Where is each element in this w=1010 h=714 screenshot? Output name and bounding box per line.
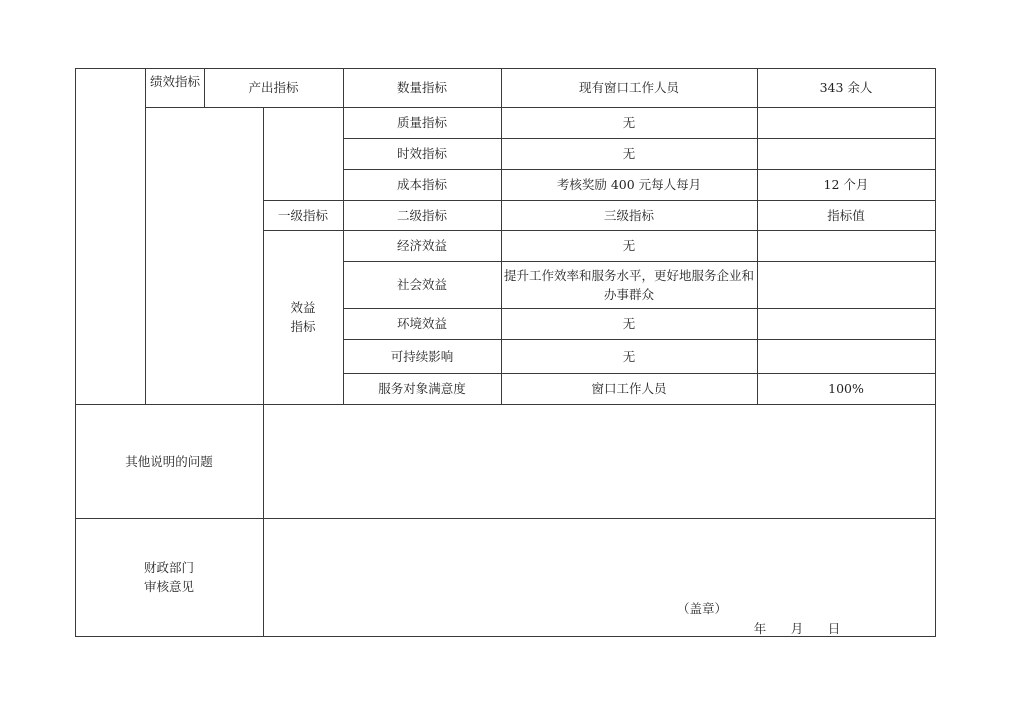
finance-review-label [75,518,263,636]
benefit-row-satisfaction-level3: 窗口工作人员 [591,381,667,396]
benefit-label-line2: 指标 [290,319,316,334]
output-row-cost-level3: 考核奖励 400 元每人每月 [556,177,702,192]
rule-col-a [145,68,146,404]
benefit-row-social-value [757,261,935,308]
column-header-value: 指标值 [827,207,865,223]
benefit-row-social-level2: 社会效益 [396,277,447,292]
output-row-timeliness-value [757,138,935,169]
column-header-level1: 一级指标 [277,207,328,223]
benefit-row-sustainable-value [757,339,935,373]
benefit-row-environment-level3: 无 [622,316,636,331]
benefit-label-line1: 效益 [290,300,316,315]
column-header-level2: 二级指标 [396,207,447,223]
output-row-timeliness-level3: 无 [622,146,636,161]
benefit-row-sustainable-level2: 可持续影响 [390,348,454,364]
output-row-cost-value: 12 个月 [823,177,869,192]
output-row-timeliness-level2: 时效指标 [396,146,447,161]
output-indicator-label: 产出指标 [248,80,299,95]
benefit-row-economic-value [757,230,935,261]
rule-right [935,68,936,637]
output-row-quantity-value: 343 余人 [819,80,873,95]
finance-label-line1: 财政部门 [143,560,194,575]
output-row-quantity-level3: 现有窗口工作人员 [578,80,679,95]
column-header-level3: 三级指标 [603,207,654,223]
benefit-row-economic-level2: 经济效益 [396,238,447,253]
date-month-label: 月 [790,620,804,636]
date-year-label: 年 [753,620,767,636]
output-row-cost-level2: 成本指标 [396,177,447,192]
benefit-row-environment-value [757,308,935,339]
other-notes-content [263,404,935,518]
benefit-row-satisfaction-level2: 服务对象满意度 [378,381,466,396]
other-notes-label: 其他说明的问题 [125,453,213,469]
social-level3-line1: 提升工作效率和服务水平，更好地服务企业和 [503,267,754,283]
benefit-row-environment-level2: 环境效益 [396,316,447,331]
benefit-row-economic-level3: 无 [622,238,636,253]
benefit-indicator-label [263,230,343,404]
social-level3-line2: 办事群众 [603,286,654,302]
finance-label-line2: 审核意见 [143,579,194,594]
output-row-quantity-level2: 数量指标 [396,80,447,95]
performance-indicator-label: 绩效指标 [150,74,201,89]
output-row-quality-value [757,107,935,138]
output-row-quality-level2: 质量指标 [396,115,447,130]
output-row-quality-level3: 无 [622,115,636,130]
benefit-row-satisfaction-value: 100% [828,381,864,396]
benefit-row-social-level3 [501,261,757,308]
date-day-label: 日 [827,620,841,636]
seal-label: （盖章） [676,600,727,616]
benefit-row-sustainable-level3: 无 [622,348,636,364]
